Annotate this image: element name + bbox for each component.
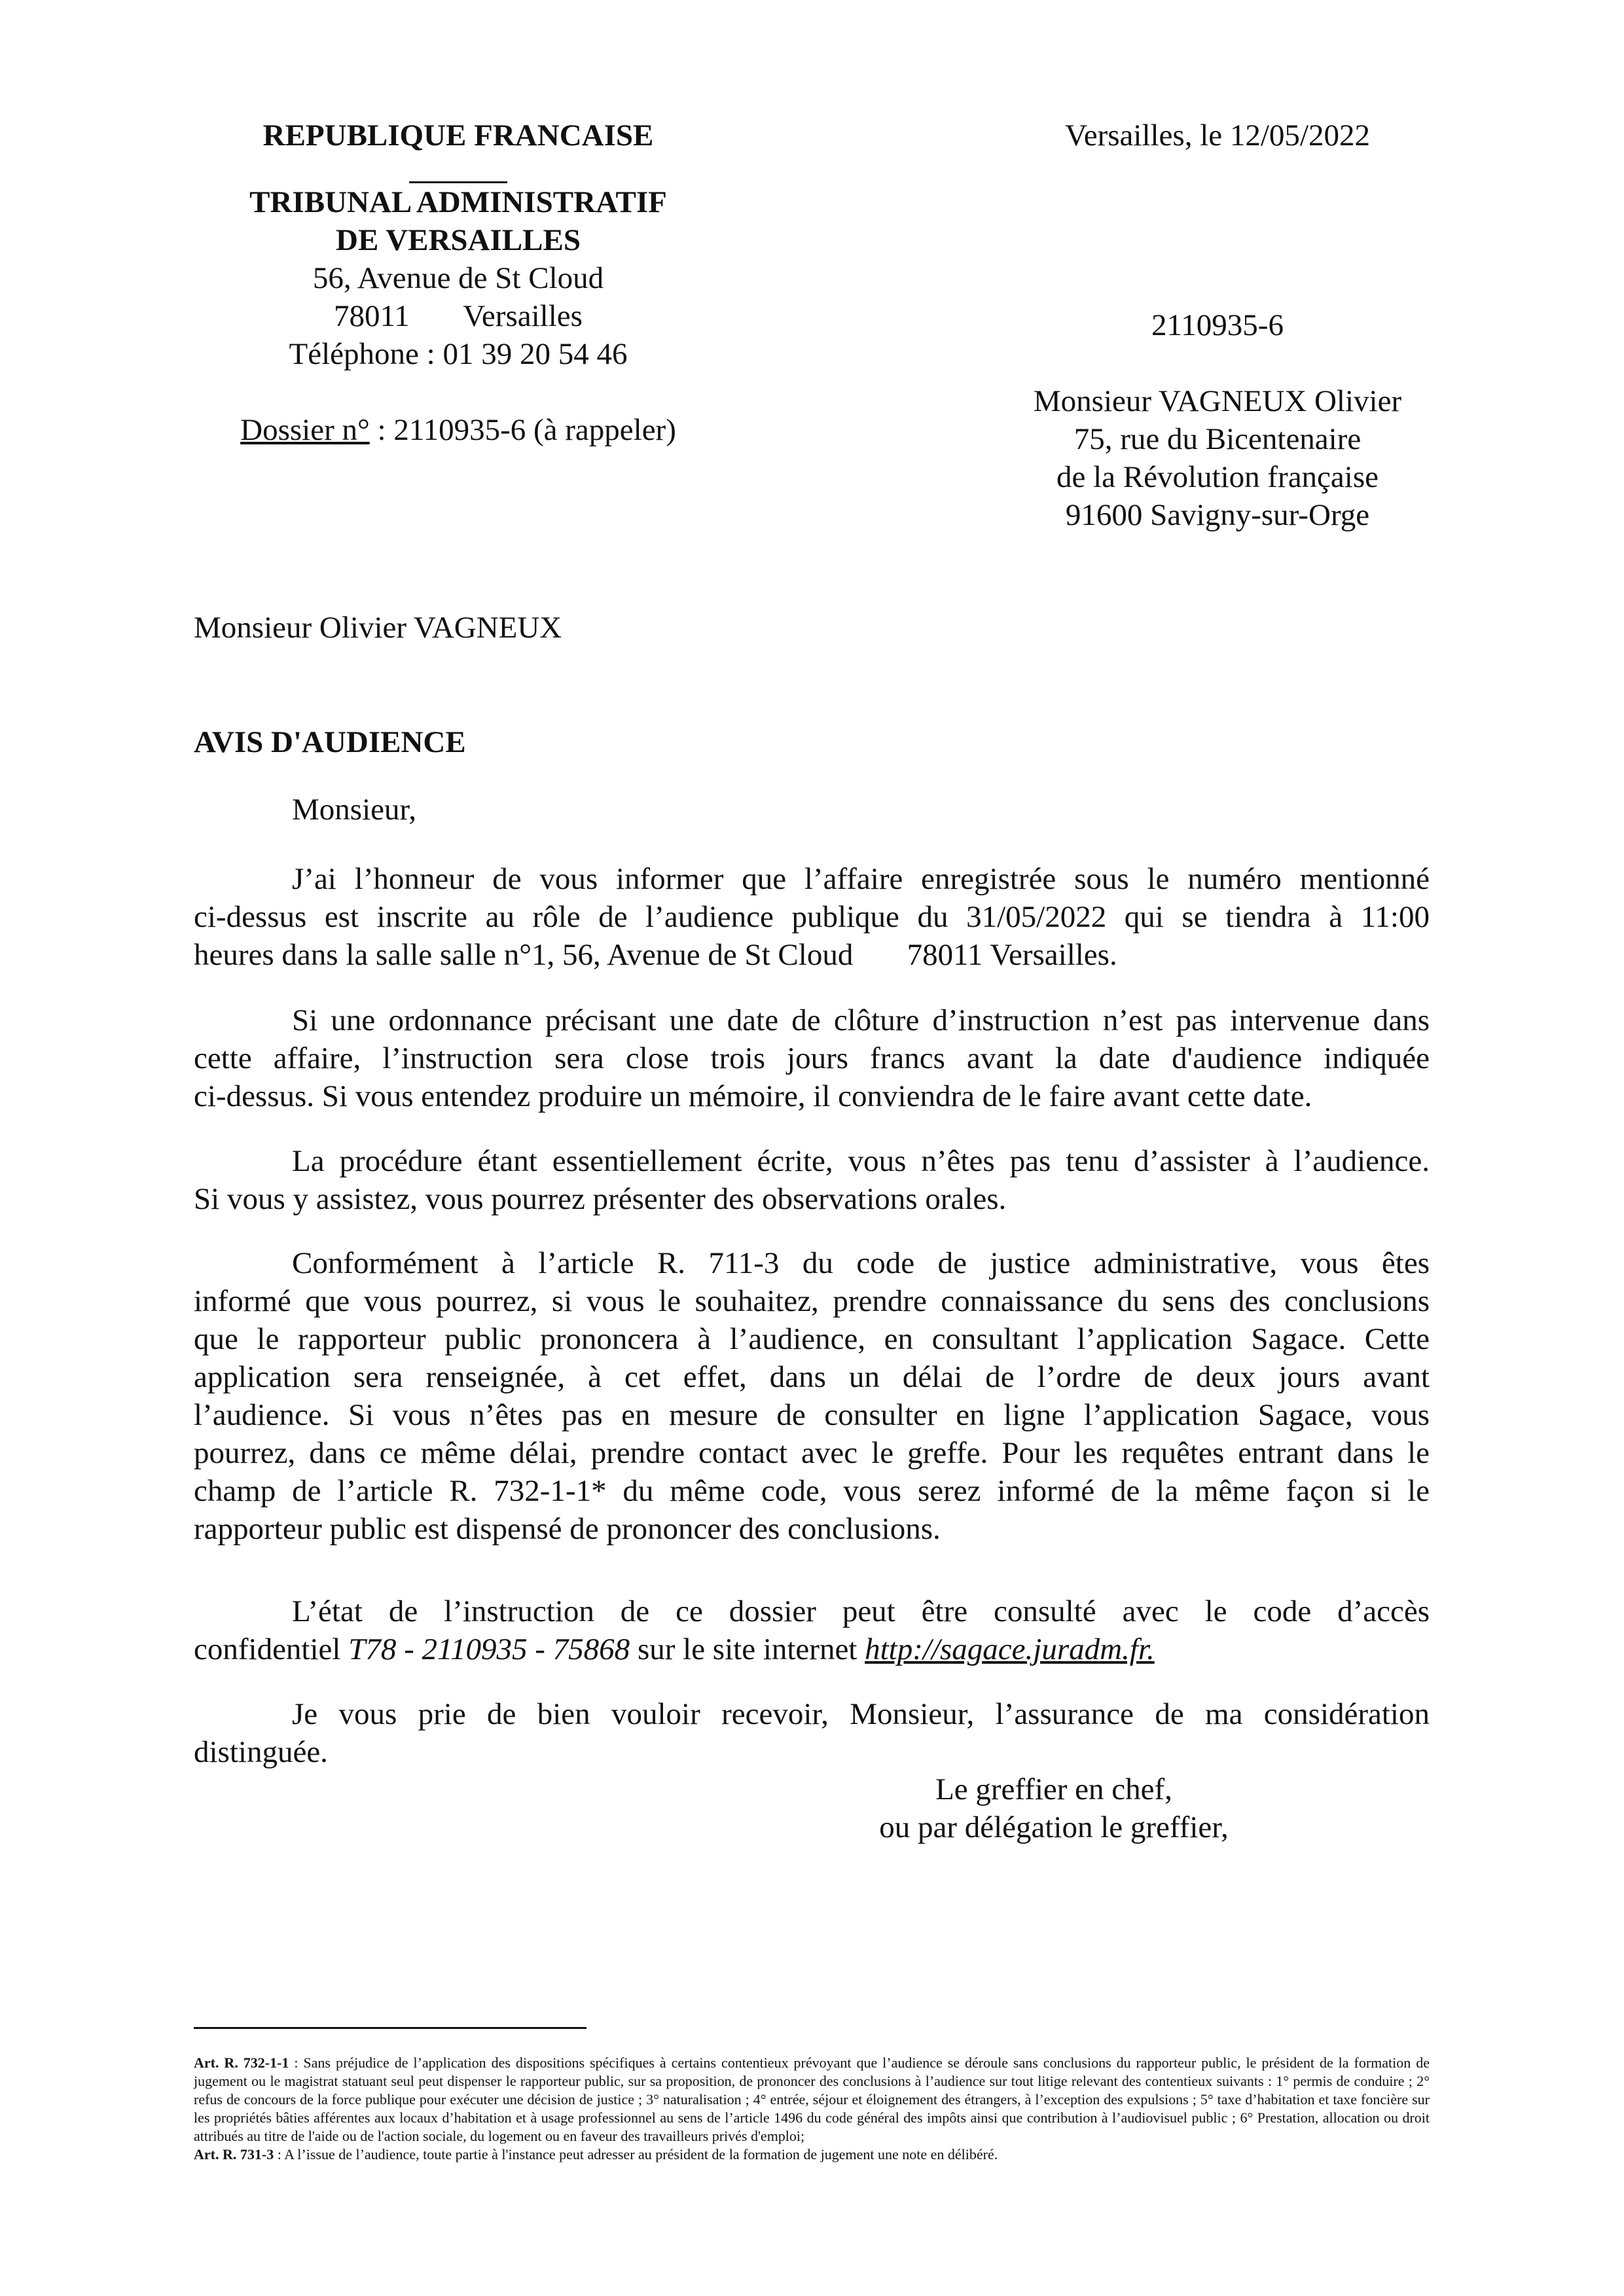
footnote-separator bbox=[194, 2027, 586, 2029]
republic-label: REPUBLIQUE FRANCAISE bbox=[262, 118, 654, 152]
p1-line1: J’ai l’honneur de vous informer que l’affaire enregistrée sous le numéro mentionné bbox=[292, 862, 1430, 896]
footnote-article-732-label: Art. R. 732-1-1 bbox=[194, 2054, 289, 2071]
p4-line7: champ de l’article R. 732-1-1* du même code, vous serez informé de la même façon si le bbox=[194, 1474, 1430, 1508]
dossier-value: : 2110935-6 (à rappeler) bbox=[369, 413, 676, 447]
dossier-number bbox=[157, 411, 759, 449]
paragraph-procedure bbox=[194, 1142, 1430, 1218]
footnote-article-732 bbox=[194, 2054, 1430, 2145]
recipient-name: Monsieur VAGNEUX Olivier bbox=[1033, 384, 1402, 418]
footnote-article-731-label: Art. R. 731-3 bbox=[194, 2146, 274, 2162]
p2-line2: cette affaire, l’instruction sera close trois jours francs avant la date d'audience indiquée bbox=[194, 1041, 1430, 1075]
footnote-article-731-text: : A l’issue de l’audience, toute partie à l'instance peut adresser au président de la formation de jugement une note en délibéré. bbox=[274, 2146, 998, 2162]
place-date: Versailles, le 12/05/2022 bbox=[1064, 118, 1370, 152]
p3-line2: Si vous y assistez, vous pourrez présenter des observations orales. bbox=[194, 1182, 1007, 1216]
separator-line bbox=[157, 154, 759, 183]
addressee: Monsieur Olivier VAGNEUX bbox=[194, 611, 562, 645]
recipient-block bbox=[969, 306, 1466, 534]
document-title: AVIS D'AUDIENCE bbox=[194, 725, 466, 759]
p3-line1: La procédure étant essentiellement écrite, vous n’êtes pas tenu d’assister à l’audience. bbox=[292, 1144, 1430, 1178]
p6-line2: distinguée. bbox=[194, 1735, 328, 1769]
sagace-link[interactable]: http://sagace.juradm.fr. bbox=[865, 1632, 1155, 1666]
p6-line1: Je vous prie de bien vouloir recevoir, Monsieur, l’assurance de ma considération bbox=[292, 1697, 1430, 1731]
paragraph-closing bbox=[194, 1695, 1430, 1771]
p2-line1: Si une ordonnance précisant une date de clôture d’instruction n’est pas intervenue dans bbox=[292, 1003, 1430, 1037]
p4-line2: informé que vous pourrez, si vous le souhaitez, prendre connaissance du sens des conclusions bbox=[194, 1284, 1430, 1318]
signature-block bbox=[805, 1770, 1303, 1846]
p5-line2-middle: sur le site internet bbox=[630, 1632, 865, 1666]
signature-line1: Le greffier en chef, bbox=[935, 1772, 1172, 1806]
p4-line4: application sera renseignée, à cet effet, dans un délai de l’ordre de deux jours avant bbox=[194, 1360, 1430, 1394]
footnote-article-732-text: : Sans préjudice de l’application des dispositions spécifiques à certains contentieux prévoyant que l’audience se déroule sans conclusions du rapporteur public, le président de la formation de jugement ou le magistrat statuant seul peut dispenser le rapporteur public, sur sa proposition, de prononcer des conclusions à l’audience sur tout litige relevant des contentieux suivants : 1° permis de conduire ; 2° refus de concours de la force publique pour exécuter une décision de justice ; 3° naturalisation ; 4° entrée, séjour et éloignement des étrangers, à l’exception des expulsions ; 5° taxe d’habitation et taxe foncière sur les propriétés bâties afférentes aux locaux d’habitation et à usage professionnel au sens de l’article 1496 du code général des impôts ainsi que contribution à l’audiovisuel public ; 6° Prestation, allocation ou droit attribués au titre de l'aide ou de l'action sociale, du logement ou en faveur des travailleurs privés d'emploi; bbox=[194, 2054, 1430, 2144]
paragraph-closure bbox=[194, 1001, 1430, 1115]
court-name-line2: DE VERSAILLES bbox=[336, 223, 581, 257]
court-city: 78011 Versailles bbox=[334, 299, 583, 333]
paragraph-hearing-notice bbox=[194, 860, 1430, 974]
reference-number: 2110935-6 bbox=[1151, 308, 1284, 342]
recipient-address-line3: 91600 Savigny-sur-Orge bbox=[1065, 498, 1370, 532]
p2-line3: ci-dessus. Si vous entendez produire un mémoire, il conviendra de le faire avant cette date. bbox=[194, 1079, 1312, 1113]
footnote bbox=[194, 2054, 1430, 2164]
access-code: T78 - 2110935 - 75868 bbox=[348, 1632, 630, 1666]
p5-line2-prefix: confidentiel bbox=[194, 1632, 349, 1666]
court-name-line1: TRIBUNAL ADMINISTRATIF bbox=[249, 185, 667, 219]
p4-line8: rapporteur public est dispensé de prononcer des conclusions. bbox=[194, 1512, 941, 1546]
court-phone: Téléphone : 01 39 20 54 46 bbox=[289, 337, 628, 371]
p5-line1: L’état de l’instruction de ce dossier peut être consulté avec le code d’accès bbox=[292, 1594, 1430, 1628]
salutation: Monsieur, bbox=[292, 793, 417, 827]
signature-line2: ou par délégation le greffier, bbox=[879, 1810, 1229, 1844]
sender-block bbox=[157, 117, 759, 449]
dossier-label: Dossier n° bbox=[240, 413, 370, 447]
p1-line3: heures dans la salle salle n°1, 56, Avenue de St Cloud 78011 Versailles. bbox=[194, 938, 1117, 972]
p4-line5: l’audience. Si vous n’êtes pas en mesure de consulter en ligne l’application Sagace, vous bbox=[194, 1398, 1430, 1432]
paragraph-conclusions bbox=[194, 1244, 1430, 1548]
recipient-address-line2: de la Révolution française bbox=[1056, 460, 1379, 494]
p1-line2: ci-dessus est inscrite au rôle de l’audience publique du 31/05/2022 qui se tiendra à 11:00 bbox=[194, 900, 1430, 934]
footnote-article-731 bbox=[194, 2145, 1430, 2164]
p4-line3: que le rapporteur public prononcera à l’audience, en consultant l’application Sagace. Cette bbox=[194, 1322, 1430, 1356]
court-street: 56, Avenue de St Cloud bbox=[312, 261, 604, 295]
recipient-address-line1: 75, rue du Bicentenaire bbox=[1074, 422, 1362, 456]
p4-line1: Conformément à l’article R. 711-3 du code de justice administrative, vous êtes bbox=[292, 1246, 1430, 1280]
paragraph-access-code bbox=[194, 1592, 1430, 1668]
p4-line6: pourrez, dans ce même délai, prendre contact avec le greffe. Pour les requêtes entrant dans le bbox=[194, 1436, 1430, 1470]
